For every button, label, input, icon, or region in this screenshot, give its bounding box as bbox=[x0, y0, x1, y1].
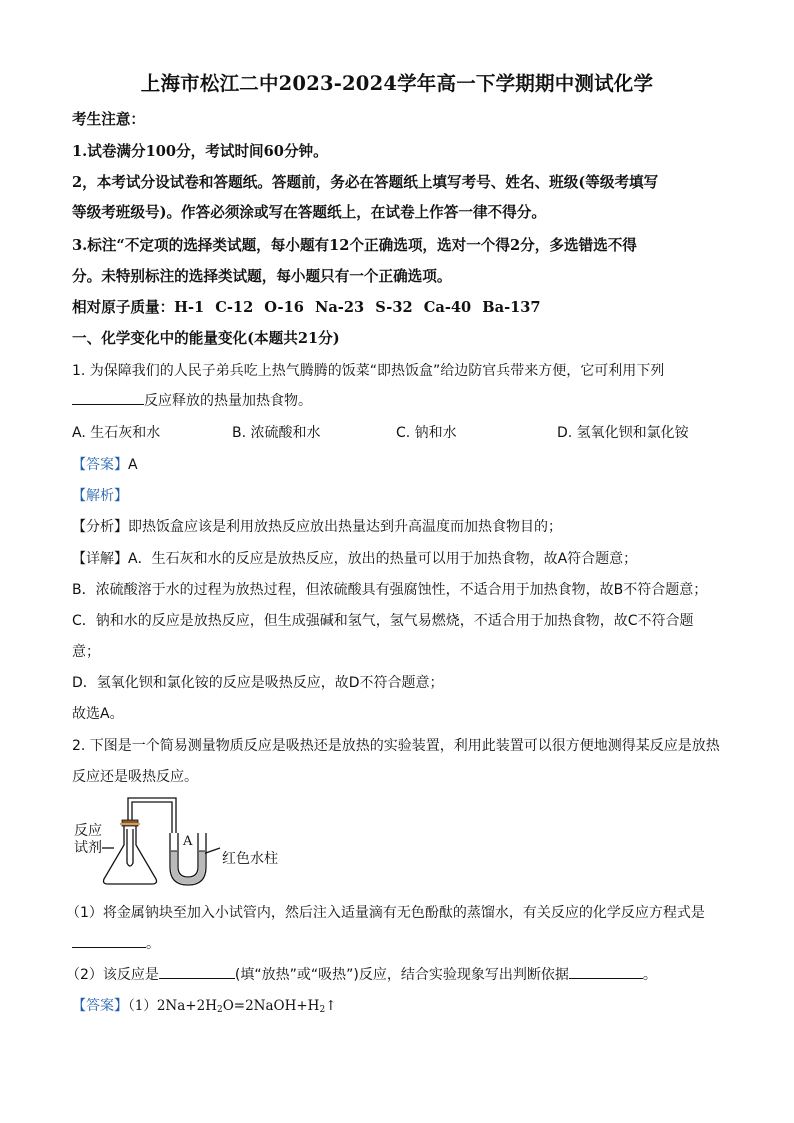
notice-line-3: 等级考班级号)。作答必须涂或写在答题纸上，在试卷上作答一律不得分。 bbox=[72, 204, 546, 221]
answer-blank bbox=[159, 964, 235, 979]
q1-stem-tail: 反应释放的热量加热食物。 bbox=[144, 393, 312, 409]
equation-part-1: （1）2Na+2H bbox=[128, 998, 217, 1014]
subscript-2: 2 bbox=[216, 1005, 223, 1015]
q2-sub2 bbox=[66, 964, 657, 984]
atomic-masses: 相对原子质量：H-1 C-12 O-16 Na-23 S-32 Ca-40 Ba-137 bbox=[72, 299, 541, 316]
subscript-2: 2 bbox=[319, 1005, 326, 1015]
answer-blank bbox=[72, 933, 146, 948]
equation-part-2: O=2NaOH+H bbox=[222, 998, 320, 1014]
label-reagent-line-2: 试剂 bbox=[74, 840, 102, 856]
q1-detail-c-line-2: 意； bbox=[72, 644, 100, 660]
q1-stem-line-1: 1. 为保障我们的人民子弟兵吃上热气腾腾的饭菜“即热饭盒”给边防官兵带来方便，它可利用下列 bbox=[72, 363, 665, 379]
notice-heading: 考生注意： bbox=[72, 111, 145, 128]
q1-option-a: A. 生石灰和水 bbox=[72, 425, 161, 441]
section-heading: 一、化学变化中的能量变化(本题共21分) bbox=[72, 330, 340, 347]
connecting-tube bbox=[128, 798, 176, 833]
q1-option-c: C. 钠和水 bbox=[396, 425, 457, 441]
q2-sub1-blank-line bbox=[72, 933, 160, 953]
notice-line-1: 1.试卷满分100分，考试时间60分钟。 bbox=[72, 143, 328, 160]
q2-answer-equation bbox=[128, 998, 337, 1014]
fenxi-text: 即热饭盒应该是利用放热反应放出热量达到升高温度而加热食物目的； bbox=[128, 519, 562, 535]
fenxi-tag: 【分析】 bbox=[72, 519, 128, 535]
apparatus-figure bbox=[72, 793, 302, 893]
q1-detail-a bbox=[72, 548, 637, 568]
small-test-tube bbox=[127, 829, 133, 866]
q2-sub2-part-1: （2）该反应是 bbox=[66, 967, 159, 983]
conical-flask bbox=[104, 825, 157, 884]
q1-analysis-tag-line bbox=[72, 485, 128, 505]
q1-answer bbox=[72, 454, 138, 474]
q1-detail-b: B．浓硫酸溶于水的过程为放热过程，但浓硫酸具有强腐蚀性，不适合用于加热食物，故B不符合题意； bbox=[72, 582, 708, 598]
notice-line-5: 分。未特别标注的选择类试题，每小题只有一个正确选项。 bbox=[72, 268, 452, 285]
q1-conclusion: 故选A。 bbox=[72, 706, 124, 722]
answer-blank bbox=[72, 390, 144, 405]
label-a: A bbox=[183, 834, 193, 849]
analysis-tag: 【解析】 bbox=[72, 488, 128, 504]
label-reagent-line-1: 反应 bbox=[74, 823, 102, 839]
q1-option-d: D. 氢氧化钡和氯化铵 bbox=[557, 425, 689, 441]
gas-arrow: ↑ bbox=[325, 998, 337, 1014]
q2-sub1: （1）将金属钠块至加入小试管内，然后注入适量滴有无色酚酞的蒸馏水，有关反应的化学反应方程式是 bbox=[66, 905, 705, 921]
notice-line-2: 2，本考试分设试卷和答题纸。答题前，务必在答题纸上填写考号、姓名、班级(等级考填写 bbox=[72, 174, 659, 191]
page-title: 上海市松江二中2023-2024学年高一下学期期中测试化学 bbox=[140, 72, 654, 95]
q2-sub2-period: 。 bbox=[642, 967, 657, 983]
q1-stem-line-2 bbox=[72, 390, 312, 410]
q2-stem-line-2: 反应还是吸热反应。 bbox=[72, 769, 198, 785]
detail-tag: 【详解】 bbox=[72, 551, 128, 567]
q2-sub2-part-2: (填“放热”或“吸热”)反应，结合实验现象写出判断依据 bbox=[234, 967, 569, 983]
q2-sub1-period: 。 bbox=[146, 936, 160, 952]
notice-line-4: 3.标注“不定项的选择类试题，每小题有12个正确选项，选对一个得2分，多选错选不得 bbox=[72, 237, 637, 254]
q1-fenxi bbox=[72, 516, 562, 536]
q1-option-b: B. 浓硫酸和水 bbox=[232, 425, 321, 441]
q2-answer bbox=[72, 994, 337, 1015]
answer-tag: 【答案】 bbox=[72, 998, 128, 1014]
q2-stem-line-1: 2. 下图是一个简易测量物质反应是吸热还是放热的实验装置，利用此装置可以很方便地测得某反应是放热 bbox=[72, 738, 720, 754]
answer-value: A bbox=[128, 457, 138, 473]
detail-a-text: A．生石灰和水的反应是放热反应，放出的热量可以用于加热食物，故A符合题意； bbox=[128, 551, 638, 567]
q1-detail-d: D．氢氧化钡和氯化铵的反应是吸热反应，故D不符合题意； bbox=[72, 675, 444, 691]
q1-detail-c-line-1: C．钠和水的反应是放热反应，但生成强碱和氢气，氢气易燃烧，不适合用于加热食物，故C不符合题 bbox=[72, 613, 694, 629]
answer-tag: 【答案】 bbox=[72, 457, 128, 473]
water-column bbox=[171, 851, 205, 884]
answer-blank bbox=[569, 964, 643, 979]
label-red-water-column: 红色水柱 bbox=[222, 851, 278, 867]
